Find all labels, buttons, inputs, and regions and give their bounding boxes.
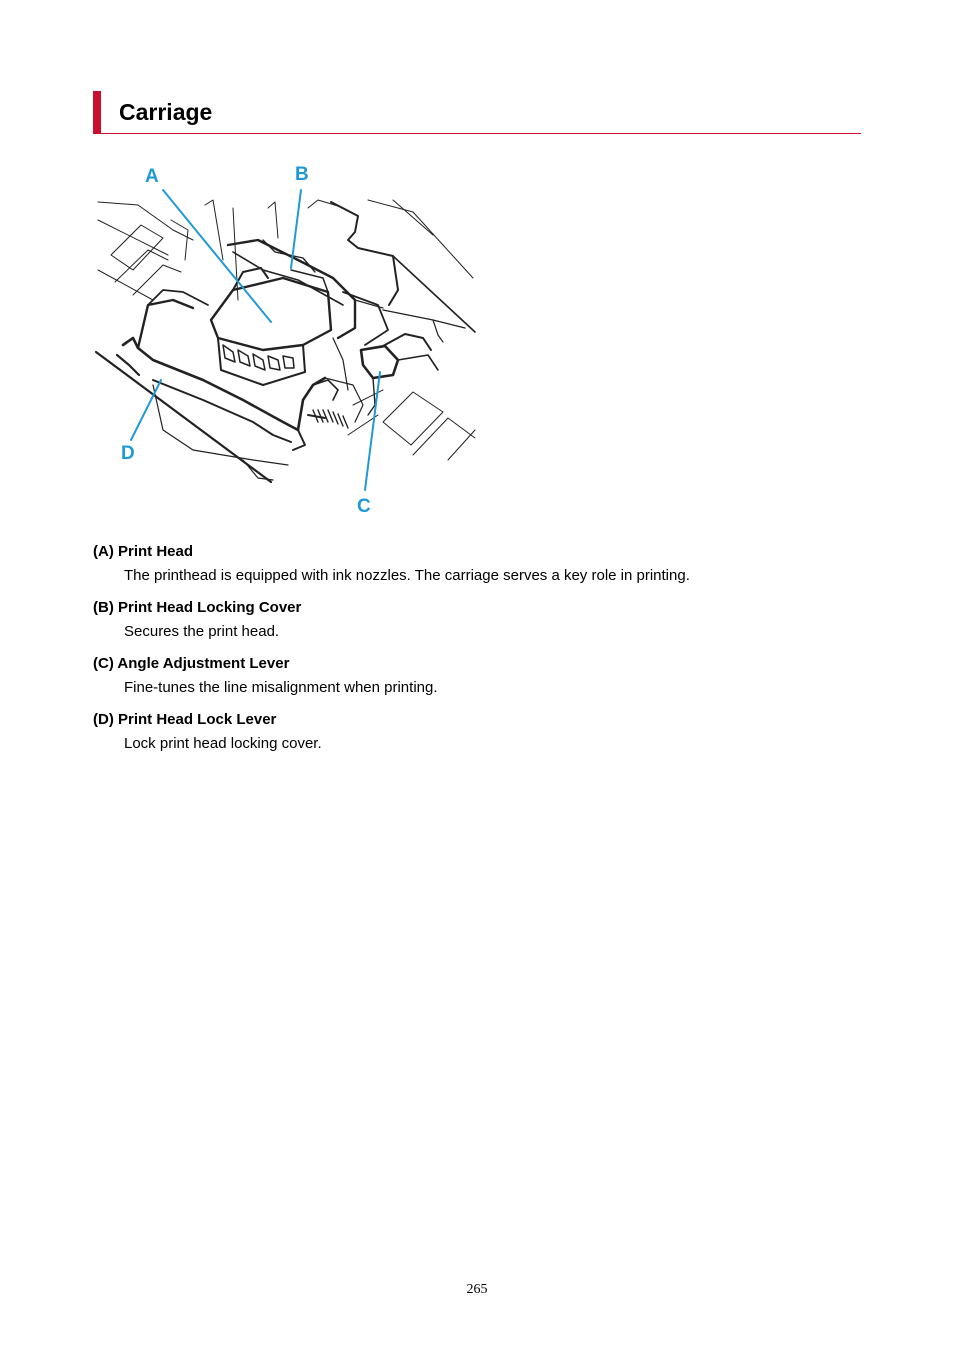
part-term: (D) Print Head Lock Lever	[93, 711, 277, 728]
callout-a-label: A	[145, 166, 159, 187]
heading-accent-bar	[93, 91, 101, 133]
page-number: 265	[466, 1282, 488, 1297]
part-term: (A) Print Head	[93, 543, 194, 560]
part-term: (B) Print Head Locking Cover	[93, 599, 302, 616]
part-description: Lock print head locking cover.	[124, 735, 322, 752]
callout-b-label: B	[295, 164, 309, 185]
callout-d-label: D	[121, 443, 135, 464]
page-title: Carriage	[119, 99, 213, 125]
carriage-illustration	[93, 160, 479, 520]
part-description: Secures the print head.	[124, 623, 280, 640]
section-heading	[93, 91, 861, 134]
part-term: (C) Angle Adjustment Lever	[93, 655, 290, 672]
callout-c-label: C	[357, 496, 371, 517]
part-description: Fine-tunes the line misalignment when printing.	[124, 679, 438, 696]
part-description: The printhead is equipped with ink nozzles. The carriage serves a key role in printing.	[124, 567, 690, 584]
